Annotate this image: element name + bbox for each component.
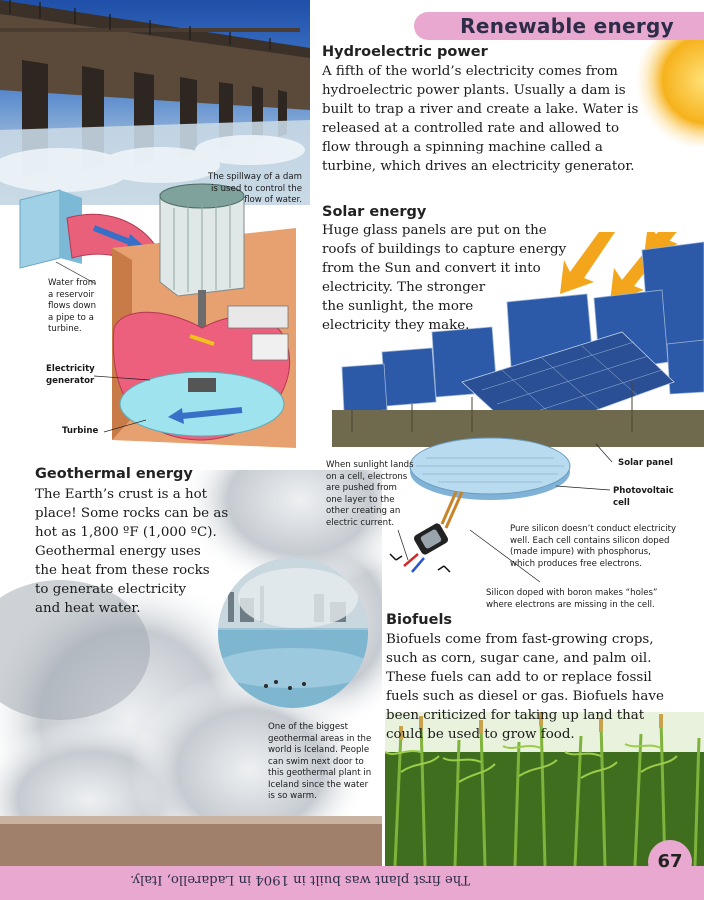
hydroelectric-heading: Hydroelectric power	[322, 44, 488, 60]
footer-bar	[0, 866, 704, 900]
reservoir-caption: Water from a reservoir flows down a pipe to a turbine.	[48, 278, 97, 334]
solar-text: Huge glass panels are put on the roofs of buildings to capture energy from the Sun and convert it into electricity. The stronger the sunlight, the more electricity they make.	[322, 223, 567, 333]
page-number: 67	[648, 840, 692, 884]
hydroelectric-text: A fifth of the world’s electricity comes from hydroelectric power plants. Usually a dam is built to trap a river and create a lake. Water is released at a controlled rate and allowed to flow through a spinning machine called a turbine, which drives an electricity generator.	[322, 64, 639, 174]
upside-down-fact: The first plant was built in 1904 in Ladarello, Italy.	[130, 872, 470, 887]
solar-heading: Solar energy	[322, 204, 427, 220]
biofuels-heading: Biofuels	[386, 612, 453, 628]
geothermal-heading: Geothermal energy	[35, 466, 193, 482]
page-title: Renewable energy	[460, 14, 674, 38]
biofuels-text: Biofuels come from fast-growing crops, such as corn, sugar cane, and palm oil. These fuels can add to or replace fossil fuels such as diesel or gas. Biofuels have been criticized for taking up land that could be used to grow food.	[386, 632, 664, 742]
solar-panel-label: Solar panel	[618, 458, 673, 468]
sunlight-caption: When sunlight lands on a cell, electrons are pushed from one layer to the other creating an electric current.	[326, 460, 414, 528]
spillway-caption: The spillway of a dam is used to control the flow of water.	[207, 172, 302, 205]
boron-caption: Silicon doped with boron makes “holes” where electrons are missing in the cell.	[486, 588, 658, 610]
silicon-caption: Pure silicon doesn’t conduct electricity well. Each cell contains silicon doped (made impure) with phosphorus, which produces free electrons.	[510, 524, 677, 569]
photovoltaic-cell-label: Photovoltaic cell	[613, 486, 674, 508]
iceland-caption: One of the biggest geothermal areas in the world is Iceland. People can swim next door to this geothermal plant in Iceland since the water is so warm.	[268, 722, 372, 801]
turbine-label: Turbine	[62, 426, 99, 436]
geothermal-text: The Earth’s crust is a hot place! Some rocks can be as hot as 1,800 ºF (1,000 ºC). Geothermal energy uses the heat from these rocks to generate electricity and heat water.	[35, 487, 229, 616]
generator-label: Electricity generator	[46, 364, 95, 386]
